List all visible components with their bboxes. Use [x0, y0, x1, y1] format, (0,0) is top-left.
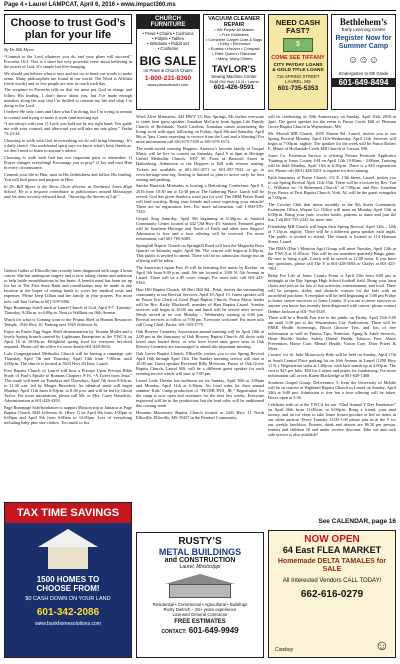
- rusty-sub: Laurel, Mississippi: [179, 564, 221, 570]
- furniture-sale-sub: on Pews & Church Chairs: [143, 68, 193, 73]
- bethlehem-cta: Register Now for Summer Camp: [335, 35, 392, 50]
- vacuum-item: • Complete Carpet Care & Bags: [205, 36, 263, 42]
- vacuum-item: • Filter Queen • Rainbow: [212, 50, 256, 56]
- calendar-item: The multi-award winning Hoppers, America’s favorite family of Gospel Music will be live in concert on Saturday, April 9 at 6pm at Heritage United Methodist Church, 1007 W. Front at Bancroft Street in Hattiesburg. Admission to the Hoppers is $20 with reserve seating. Tickets are available at 601-261-3571 or 601-297-7922 or go to www.heritage-umc.org. Seating is limited so plan to arrive early for best seating and parking.: [136, 146, 264, 182]
- calendar-item: Word Alive Ministries, 443 HWY 15, Bay Springs, Ms invites everyone to come hear guest speaker, Jonathan McCarty from Agape Life Family Church of Richlands, North Carolina. Jonathan comes ministering the living word with signs following on Friday, April 8th and Saturday, April 9th at 7pm. Come expecting to receive from the Lord and a blessing! For more information call 601-670-7439 or 601-670-1674.: [136, 114, 264, 145]
- article-byline: By Dr. Bill Myers: [4, 47, 35, 52]
- cash-ad-city: LAUREL, MS: [285, 79, 311, 84]
- article-para: Choosing to walk with God in everything we do will bring blessings. It’s a daily choice. Our undefeated spirit says we know what’s best; therefore, we don’t need to listen to anyone’s advice.: [4, 138, 132, 154]
- flea-cowboy: Cowboy: [275, 647, 294, 653]
- tax-ad-line2: CHOOSE FROM!: [36, 584, 100, 593]
- east-flea-market-ad: [268, 530, 396, 658]
- center-calendar-column: [136, 114, 264, 528]
- article-column: [4, 14, 132, 264]
- left-calendar-column: [4, 268, 132, 498]
- article-title: Choose to trust God’s plan for your life: [4, 14, 132, 44]
- article-para: We should put believe what it says and not try to bend our words to make sense. Many philosophies are found in our world. The Word is Alleluia (fresh words) and so few people are now in touch each day.: [4, 70, 132, 86]
- rusty-line: Rusty Dietrich – 20+ years experience: [163, 607, 237, 612]
- tax-ad-web: www.bankhomesolutions.com: [35, 621, 101, 627]
- rusty-free: FREE ESTIMATES: [174, 619, 226, 625]
- calendar-item: There will be a Health Fair free to the public on Friday, April 15th 9:00 am until 3:30 pm at the Waynesboro City Auditorium. There will be FREE Health Screenings, Blood Glucose Test, and lots of free information as well as Fitness Tips, Nutrition, Aging & Adult Services, Heart Health, Stroke, Safety, Dental Health, Tobacco Free, Abuse Prevention, Home Care, Mental Health, Vision Care, Door Prizes & More.: [268, 315, 396, 351]
- calendar-item: Page Rummage Sale/fundraiser to support Mission trip to Jamaica at Page Baptist Church 3045 Jefferson St. (Hwy 1) on April 8th from 2:00pm to 6:00pm and April 9th from 6:00am to 12:00pm. Lots of everything including baby plus size clothes. Too much to list.: [4, 404, 132, 426]
- vacuum-sub: Sewing Machine Center: [211, 73, 257, 79]
- furniture-item: • Pews • Chairs • Cushions: [142, 31, 194, 36]
- cash-ad-phone: 601-735-5353: [277, 85, 319, 92]
- calendar-item: Jones Co. Extension Service is offering Private Pesticide Applicator Training at Jones County 4-H on April 12th 10:00am - 2:00pm. Training will be held Monday, April 11th at 6:30p.m. There is a $10 registration fee. Please call (601) 428-5201 to register for this training.: [268, 152, 396, 174]
- vacuum-item: • Free Estimates: [219, 31, 249, 37]
- rusty-tagline: Residential • Commercial • Agricultural • Buildings: [152, 602, 248, 607]
- cash-ad-cta: COME SEE TIFFANY: [271, 55, 325, 61]
- rusty-contact: CONTACT:: [161, 629, 187, 635]
- tax-ad-line3: $0 CASH DOWN ON YOUR LAND: [25, 596, 111, 602]
- furniture-item: • Pulpits • Tables: [152, 36, 184, 41]
- article-para: Commit your life to Him, trust in His faithfulness and follow His leading. You will find peace and purpose in Him.: [4, 171, 132, 182]
- furniture-item: • Cushions: [157, 46, 179, 51]
- calendar-item: Celebrate with us at the YWCA for our “52nd Annual Y Day Fundraiser” on April 26th from 11:00a.m. to 6:00p.m. Bring a friend, your mad money, and an ice chest to take home frozen goodies or bid on items in our silent auction. Every Tuesday 11:00-1:00 please join us at the Y for our weekly lunchbox. Entrees, drink and dessert are $6.50 per person, seniors and children 10 and under receive discount. Take out and curb side service is also available!: [268, 401, 396, 438]
- calendar-item: The DMA (Don’t Mention Age) Group will meet Tuesday, April 12th at the YWCA at 11:00a.m. This will be our members quarterly Bingo game. Be sure to bring a gift. Lunch will be served at 12:00 noon. If you have any questions, please call The Y at 601-428-5694 or Gladys at 601-425-7801.: [268, 245, 396, 272]
- calendar-item: Sandra Hancock Ministries is hosting a Refreshing Conference April 8, 2016 from 10:30 am to 12:30 pm at The Gathering Place. Lunch will be served. God has given Sandra a word just for you! The SHM Prayer Band will lead worship. Bring your friends and come expecting your miracle! There are no registration fees. For more information, call 1-800-370-7330.: [136, 183, 264, 214]
- tax-savings-ad: [4, 502, 132, 658]
- calendar-item: Gospel Sing Saturday, April 9th beginning at 6:30p.m. at Sanford Community Center located at 442 Old Hwy 49, Sanford. Featured guest will be Southern Heritage and Touch of Faith and other area Singers! Admission is free and a love offering will be received. For more information, call 601-765-6485.: [136, 215, 264, 241]
- church-furniture-ad: [136, 14, 200, 110]
- calendar-item: Southern Gospel Group, Deliverance 3, from the University of Mobile will be in concert at Highland Baptist Church in Laurel on Sunday, April 24th at 6:00 pm. Admission is free but a love offering will be taken. Doors open at 5:30.: [268, 379, 396, 400]
- see-calendar-link[interactable]: See CALENDAR, page 16: [318, 518, 396, 525]
- calendar-item: Watch for what is Coming soon to the Peanut Shed at Human Resources Temple, 1926 Hwy 10, Parking area 1929 Jefferson St.: [4, 317, 132, 328]
- tax-ad-line1: 1500 HOMES TO: [36, 575, 100, 584]
- article-para: I believe He only cares and likes what I’m doing, but I’m trying to remain in control and trying to make it work (and messing up).: [4, 109, 132, 120]
- flea-title: 64 East FLEA MARKET: [282, 545, 382, 555]
- calendar-item: will be celebrating its 50th Anniversary on Sunday, April 10th, 2016 at 2pm. The guest speaker for the event is Pastor Curtis Hill of Pleasant Grove Baptist Church in Waynesboro, MS.: [268, 114, 396, 130]
- calendar-item: Lula Congregational Methodist Church will be having a rummage sale Thursday, April 7th and Thursday, April 14th from 7:00a.m. until 2:00p.m. The church is located at 5643 Hwy 84 East, Laurel.: [4, 350, 132, 366]
- vacuum-repair-ad: [203, 14, 265, 110]
- rusty-title1: RUSTY’S: [178, 536, 222, 547]
- calendar-item: Cruisin’ for St. Jude Motorcycle Ride will be held on Sunday, April 17th at South Central Place parking lot on 16th Avenue in Laurel (1200 Hwy 11 N.). Registration starts at 1:00p.m. with kick stands up at 2:00p.m. The cost is $25 per bike, $20 for 2 riders and prizes for fundraising. For more information call or text Karen Blackledge at 601-649-1408.: [268, 352, 396, 378]
- vacuum-item: • Eureka • Hoover • Compact: [208, 46, 260, 52]
- tax-ad-phone: 601-342-2086: [36, 607, 100, 618]
- article-para: Choosing to walk with God has two important parts to remember: 1) Prayer changes everything! Encourage you to pray! 2) Joy and trust Him in every circumstance.: [4, 154, 132, 171]
- calendar-item: Relay For Life of Jones County Event is April 15th from 6:00 pm to midnight at the Bay Springs High School football field. Bring your lawn chairs and join us for lots of fun activities, entertainment, and food. There will be jumpers, slides, and obstacle courses for the kids with an arrowhead purchase. A reception will be held beginning at 5:00 pm Friday to honor cancer survivors of Jones County. If you are a cancer survivor or anyone you know has recently been diagnosed with cancer, please contact Debbie Jackson at 601-764-4528.: [268, 272, 396, 314]
- vacuum-item: • We Repair All Makes: [214, 27, 254, 32]
- tax-ad-title: TAX TIME SAVINGS: [5, 503, 131, 523]
- bethlehem-ad: [331, 14, 396, 110]
- calendar-item: Laurel Little Theater has auditions set for Sunday, April 10th at 3:00pm and Monday, April 11th at 6:30pm. Air local rules for their annual summer Kids’ Camp production of “PETER PAN, JR.” Registration for the camp is now open and continues for the next few weeks. Everyone registered will be in the production, but the lead roles will be auditioned this coming week.: [136, 377, 264, 409]
- calendar-item: The American Legion Post 18 will be featuring live music by Rockin’ on April 9th from 8:00 p.m. until. We are located at 1108 N. 5th Avenue in Laurel. There will be a $5 cover charge. For more info, call 601-425-9164.: [136, 264, 264, 285]
- need-cash-ad: [268, 14, 328, 110]
- furniture-big-sale: BIG SALE: [139, 54, 197, 68]
- cowboy-icon: ☺: [374, 637, 389, 653]
- children-icon: ☺☺☺: [348, 55, 379, 66]
- bethlehem-grades: Kindergarten to 6th Grade: [338, 71, 389, 76]
- flea-vendors: All Interested Vendors CALL TODAY!: [282, 578, 382, 584]
- furniture-phone: 1-800-231-8360: [144, 75, 192, 82]
- calendar-item: The Crochet Club that meets monthly at the 9th Street Community Extension Office, Wayne Co. Office will meet on Monday April 11th at 6:00p.m. Bring your yarn, crochet hooks, patterns to share and join the fun. Call 601-735-2243 for more info.: [268, 201, 396, 223]
- house-icon: [38, 529, 98, 569]
- calendar-item: Page Rummage Sale/Lunch at Laurel Church of God, April 9-7. Tuesday-Thursday, 8:00a.m. to 6:00p.m. Next to Wallbart on 16th Avenue.: [4, 305, 132, 316]
- calendar-item: Oak Grove Baptist Church, Ellisville, invites you to our Spring Revival April 10th through April 13th. The Sunday morning service will start at 10:00 am. Guest speaker Reverend Billy McSwain, Pastor of Oak Grove Baptist Church, Laurel MS, will be a different guest speaker for each evening service which will start at 7:00 pm.: [136, 350, 264, 377]
- flea-sub: Homemade DELTA TAMALES for SALE: [277, 558, 387, 573]
- rusty-lic: Licensed General Contractor: [172, 612, 228, 617]
- article-para: In Dr. Bill Myers is the Show Choir director at Northeast Jones High School. He is a frequent contributor to publications around Mississippi and his most recently released book, “Savoring the Storms of Life”.: [4, 183, 132, 199]
- rusty-title3: and CONSTRUCTION: [164, 557, 236, 564]
- vacuum-phone: 601-426-9591: [213, 83, 255, 91]
- calendar-item: Friendship MB Church will begin their Spring Revival, April 12th – 14th at 7:15p.m. nightly. There will be a different guest speaker each night. The public is invited to attend. The church is located at 114 Harmon Street, Laurel.: [268, 223, 396, 245]
- vacuum-ad-title: VACUUM CLEANER REPAIR: [208, 16, 260, 28]
- cash-ad-biz2: & GOLD TITLE LOANS: [272, 68, 324, 73]
- calendar-item: First Baptist Church of Laurel will host a Precept Upon Precept Bible Study of Paul’s Epistle to Romans Chapters 9-16, “A Tweet from Jesus” This study will meet on Tuesdays and Thursdays, April 7th from 9:30a.m. to 11:30 a.m. led by Margie Hasselriis. An identical study will begin Monday, April 11th from 6:30p.m. to 8:30 p.m. and will be led by Gloria Taylor. For more information, please call Ms. or Mrs. Carey Hasselriis, Administration at 601-428-4393.: [4, 367, 132, 404]
- building-icon: [165, 574, 235, 598]
- calendar-item: Oak Bowery Cemetery Association annual meeting will be April 10th at 2:00 pm in the Sanctuary of Oak Bowery Baptist Church. All those with loved ones buried there, or who have loved ones grave sites in Oak Bowery Cemetery are encouraged to attend this important meeting.: [136, 328, 264, 350]
- calendar-item: Hart Hill Baptist Church, 66 Hart Hill Rd., Petal, invites the surrounding community to our Revival Services, April 10-April 13. Guest speaker will be Pastor Eric Clark of Good Hope Baptist Church. Praise Music leader will be Bro. Ricky Blackwell, member of Hart Baptist Laurel. Sunday services will begin at 10:00 am and lunch will be served after service. Meals served at no cost Monday – Wednesday starting at 6:00 pm. Revival services to follow at 7:00 pm. Everyone welcome! For more info call Craig Chaff, Pastor, 601-543-3779.: [136, 286, 264, 328]
- right-calendar-column: [268, 114, 396, 516]
- page-header-text: Page 4 • Laurel LAMPCAT, April 6, 2016 • www.impact360.ms: [4, 2, 176, 8]
- article-para: “I am always with you, O Lord; you hold me by my right hand. You guide me with your counsel, and afterward you will take me into glory.” Psalm 73:23-24.: [4, 121, 132, 137]
- furniture-web: www.pewsofsouth.com: [147, 82, 189, 87]
- rusty-title2: METAL BUILDINGS: [158, 547, 242, 557]
- calendar-item: Faith Sanctuary of Praise Church, 111 E. 13th Street, Laurel, invites you to our Spring Revival April 11th-15th. There will be a lecture by Rev. Van C. Williams on “A Redeemed Church” at 7:00p.m. and Rev. Jonathan Frye, Pastor of First Baptist Church, York, AL will be the guest evangelist at 7:00p.m.: [268, 174, 396, 201]
- calendar-item: Hosanna Missionary Baptist Church located at 3441 Hwy 11 North Ellisville, Ellisville, MS 39437 in the Pendorf Community,: [136, 410, 264, 421]
- rusty-phone: 601-649-9949: [188, 626, 239, 635]
- article-para: The scripture in Proverbs tells us that we must put God in charge and follow His leading. I don’t know about you, but I’ve made enough mistakes along the way that I’m thrilled to commit my life and what I’m doing to the Lord.: [4, 87, 132, 108]
- bethlehem-title: Bethlehem’s: [339, 17, 388, 27]
- flea-phone: 662-616-0279: [300, 589, 364, 600]
- calendar-item: Gideon Gallus of Ellisville has recently been diagnosed with stage 4 brain cancer. She has undergone surgery and is now taking chemo and radiation to help battle neuroblastoma in her brain. A benefit meal has been set up for her at The First State Bank and contributions may be made at any location in the hopes of raising funds to cover her medical costs and expenses. Please keep Lillian and her family in your prayers. For more info, call Jina Gallus at 601-319-9396.: [4, 268, 132, 304]
- money-icon: $: [283, 38, 313, 52]
- cash-ad-title: NEED CASH FAST?: [275, 18, 321, 35]
- calendar-item: Springhill Baptist Church on Springhill Road will host the Magnolia Boys Quartet on Saturday night, April 9th. The concert will begin at 6:30p.m. This public is invited to attend. There will be no admission charge but an offering will be taken.: [136, 242, 264, 263]
- vacuum-item: • Many, Many Others: [215, 55, 253, 61]
- vacuum-brand: TAYLOR’S: [211, 63, 256, 74]
- vacuum-item: • Kirby • Electrolux: [217, 41, 251, 47]
- calendar-item: Enjoy an Easter Egg Sugar Shelf demonstration by Tawana Mullet and a lovely Spring brunch catered by Lightsome Enterprises at the YWCA on April 16 at 10:00a.m. Delightful spring food for everyone involved required. Please call the office for more details 601-428-5694.: [4, 328, 132, 350]
- furniture-item: • Windows • Pulpit set: [147, 41, 189, 46]
- cash-ad-addr: 716 SPRING STREET: [276, 74, 320, 79]
- rustys-metal-buildings-ad: [136, 532, 264, 658]
- bethlehem-sub: Early Learning Center: [341, 27, 386, 32]
- page-header: [4, 2, 396, 11]
- article-para: “Commit to the Lord whatever you do, and your plans will succeed.” Proverbs 16:3. This is a short but very powerful verse about believing in the power of God. It’s simple but life-changing.: [4, 53, 132, 69]
- furniture-ad-title: CHURCH FURNITURE: [137, 15, 199, 29]
- bethlehem-phone: 601-649-8494: [332, 78, 395, 87]
- flea-now-open: NOW OPEN: [304, 534, 360, 545]
- rusty-contact-row: [137, 626, 263, 635]
- cash-ad-biz1: CITY PAYDAY LOANS: [273, 63, 323, 68]
- calendar-item: Mt. Moriah MB Church, 4055 Sharon Rd. Laurel, invites you to our Spring Revival Monday, April 11th-Wednesday, April 13th. Services will begin at 7:00p.m. nightly. The speaker for the week will be Pastor Robert E. Minor of Hollandale Creek MB Church of Carson, MS.: [268, 130, 396, 152]
- vacuum-addr: 3648 Old Hwy 15 N • Laurel: [209, 78, 259, 84]
